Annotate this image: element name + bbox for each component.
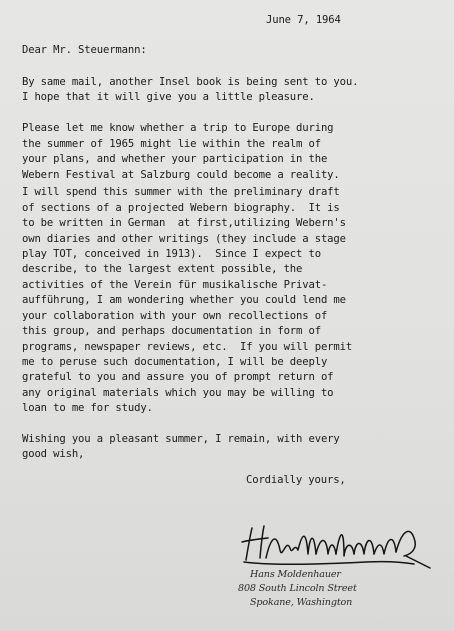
text-line: any original materials which you may be willing to [22,386,334,399]
text-line: aufführung, I am wondering whether you could lend me [22,294,346,307]
text-line: of sections of a projected Webern biography. It is [22,201,340,214]
text-line: to be written in German at first,utilizing Webern's [22,217,346,230]
paragraph-2 [22,121,447,183]
text-line: this group, and perhaps documentation in form of [22,325,321,338]
text-line: I hope that it will give you a little pleasure. [22,91,315,104]
text-line: Please let me know whether a trip to Europe during [22,122,334,135]
text-line: activities of the Verein für musikalische Privat- [22,278,328,291]
text-line: your plans, and whether your participation in the [22,153,328,166]
handwritten-signature [236,520,436,572]
text-line: Wishing you a pleasant summer, I remain, with every [22,433,340,446]
letter-body [22,75,447,463]
salutation: Dear Mr. Steuermann: [22,44,147,56]
stamp-name: Hans Moldenhauer [250,569,341,580]
closing: Cordially yours, [246,474,346,486]
text-line: good wish, [22,448,85,461]
text-line: own diaries and other writings (they include a stage [22,232,346,245]
text-line: describe, to the largest extent possible, the [22,263,303,276]
text-line: your collaboration with your own recollections of [22,309,328,322]
text-line: loan to me for study. [22,402,153,415]
text-line: I will spend this summer with the preliminary draft [22,186,340,199]
paragraph-4 [22,432,447,463]
text-line: Webern Festival at Salzburg could become a reality. [22,168,340,181]
text-line: the summer of 1965 might lie within the realm of [22,137,321,150]
text-line: By same mail, another Insel book is being sent to you. [22,76,359,88]
stamp-street: 808 South Lincoln Street [238,583,357,595]
text-line: programs, newspaper reviews, etc. If you will permit [22,340,353,353]
paragraph-3 [22,185,447,416]
signature-block [236,520,436,630]
paragraph-1 [22,75,447,106]
text-line: me to peruse such documentation, I will be deeply [22,355,328,368]
letter-date: June 7, 1964 [266,14,341,26]
text-line: play TOT, conceived in 1913). Since I expect to [22,248,321,261]
address-stamp [236,568,357,611]
stamp-city: Spokane, Washington [250,597,353,609]
text-line: grateful to you and assure you of prompt return of [22,371,334,384]
